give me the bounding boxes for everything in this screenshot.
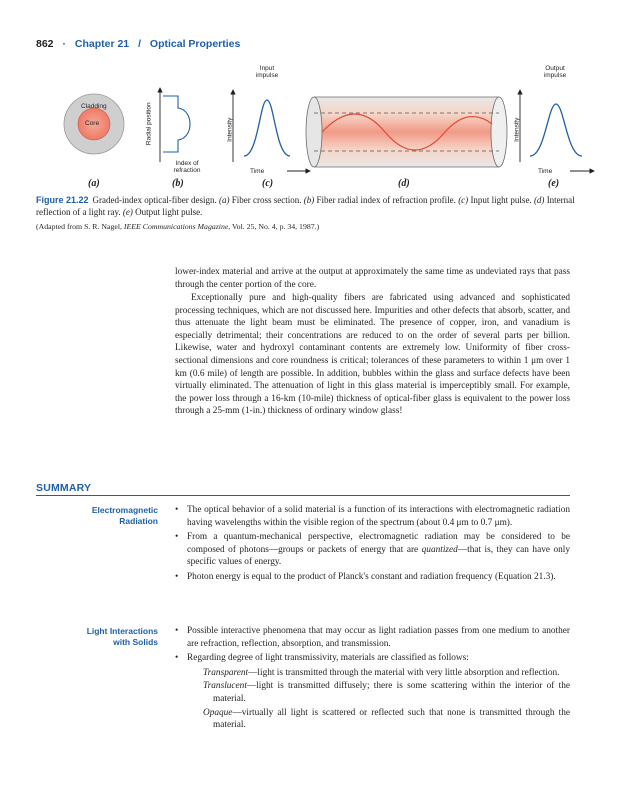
time-label-output: Time [538, 168, 553, 175]
bullet-dot: • [175, 532, 179, 543]
definition-term: Opaque [203, 707, 233, 718]
fiber-body [314, 97, 499, 167]
intensity-label-output: Intensity [513, 117, 521, 142]
output-pulse-curve [530, 104, 582, 156]
bullet-text: Photon energy is equal to the product of Planck's constant and radiation frequency (Equation 21.3). [187, 571, 556, 582]
bullet-dot: • [175, 505, 179, 515]
panel-c-label: (c) [262, 178, 274, 189]
figure-number: Figure 21.22 [36, 195, 89, 205]
definition-list [187, 667, 570, 732]
caption-ref: (e) [122, 207, 133, 218]
input-label-line1: Input [259, 65, 275, 72]
caption-text: Graded-index optical-fiber design. [92, 195, 219, 205]
header-separator: / [138, 38, 141, 50]
panel-a-label: (a) [88, 178, 100, 189]
bullet-dot: • [175, 571, 179, 582]
source-journal: IEEE Communications Magazine, [123, 222, 231, 231]
section-label: Optical Properties [149, 38, 241, 50]
input-pulse-curve [244, 100, 290, 156]
caption-text: Fiber radial index of refraction profile. [314, 195, 459, 205]
list-item [175, 504, 570, 529]
definition-term: Transparent [203, 667, 249, 678]
output-label-line1: Output [545, 65, 565, 72]
side-label-line: Radiation [119, 516, 158, 526]
bullet-dot: • [175, 653, 179, 664]
definition-text: —virtually all light is scattered or reflected such that none is transmitted through the material. [213, 707, 570, 731]
cladding-label: Cladding [81, 103, 107, 110]
panel-b-label: (b) [172, 178, 184, 189]
side-label-em-radiation [36, 505, 158, 527]
index-label-line1: Index of [175, 160, 199, 167]
caption-ref: (c) [458, 195, 469, 205]
body-paragraph-1: lower-index material and arrive at the output at approximately the same time as undeviated rays that pass through the center portion of the core. [175, 267, 570, 290]
bullet-list-light-interactions [175, 625, 570, 734]
bullet-dot: • [175, 626, 179, 636]
caption-text: Output light pulse. [132, 207, 203, 218]
bullet-text: The optical behavior of a solid material is a function of its interactions with electromagnetic radiation having wavelengths within the visible region of the spectrum (about 0.4 μm to 0.7 μm). [187, 505, 570, 528]
caption-text: Fiber cross section. [229, 195, 304, 205]
index-refraction-label [162, 160, 212, 175]
source-text: (Adapted from S. R. Nagel, [36, 222, 124, 231]
panel-d-label: (d) [398, 178, 410, 189]
bullet-text: From a quantum-mechanical perspective, electromagnetic radiation may be considered to be composed of photons—groups or packets of energy that are quantized—that is, they can have only specific values of energy. [187, 532, 570, 568]
definition-transparent [203, 667, 570, 680]
summary-heading: SUMMARY [36, 482, 92, 494]
list-item [175, 625, 570, 650]
definition-opaque [203, 707, 570, 732]
time-label-input: Time [250, 168, 265, 175]
caption-ref: (a) [218, 195, 230, 205]
definition-text: —light is transmitted diffusely; there is some scattering within the interior of the material. [213, 681, 570, 704]
fiber-end-left [306, 97, 322, 167]
summary-rule [36, 495, 570, 496]
input-label-line2: impulse [255, 72, 279, 80]
list-item [175, 531, 570, 569]
list-item [175, 571, 570, 584]
chapter-label: Chapter 21 [74, 38, 130, 50]
bullet-list-em-radiation [175, 504, 570, 586]
intensity-label-input: Intensity [226, 117, 234, 142]
core-label: Core [85, 120, 100, 127]
output-label-line2: impulse [543, 72, 567, 80]
header-dot: · [62, 38, 66, 50]
caption-ref: (d) [533, 195, 545, 205]
source-text: Vol. 25, No. 4, p. 34, 1987.) [230, 222, 320, 231]
fiber-end-right [491, 97, 507, 167]
caption-text: Input light pulse. [468, 195, 534, 205]
output-impulse-label [532, 65, 578, 80]
index-profile [160, 88, 190, 162]
caption-text: Internal reflection of a light ray. [36, 195, 575, 218]
input-pulse-plot [233, 90, 310, 171]
definition-translucent [203, 680, 570, 705]
index-curve [163, 96, 190, 152]
fiber-longitudinal [306, 97, 507, 167]
index-label-line2: refraction [173, 167, 201, 175]
side-label-light-interactions [36, 626, 158, 648]
caption-ref: (b) [303, 195, 315, 205]
body-paragraph-2: Exceptionally pure and high-quality fibers are fabricated using advanced and sophisticated processing techniques, which are not discussed here. Impurities and other defects that absorb, scatter, and thus attenuate the light beam must be eliminated. The presence of copper, iron, and vanadium is especially detrimental; their concentrations are reduced to on the order of several parts per billion. Likewise, water and hydroxyl contaminant contents are extremely low. Uniformity of fiber cross-sectional dimensions and core roundness is critical; tolerances of these parameters to within 1 μm over 1 km (0.6 mile) of length are possible. In addition, bubbles within the glass and surface defects have been virtually eliminated. The attenuation of light in this glass material is imperceptibly small. For example, the power loss through a 16-km (10-mile) thickness of optical-fiber glass is equivalent to the power loss through a 25-mm (1-in.) thickness of ordinary window glass! [175, 293, 570, 417]
definition-term: Translucent [203, 681, 247, 692]
bullet-text: Regarding degree of light transmissivity, materials are classified as follows: [187, 653, 469, 664]
figure-caption [36, 194, 576, 218]
list-item [175, 652, 570, 732]
side-label-line: with Solids [113, 637, 158, 647]
page-number: 862 [36, 38, 54, 50]
panel-e-label: (e) [548, 178, 560, 189]
radial-position-label: Radial position [145, 102, 153, 146]
figure-source [36, 222, 576, 231]
input-impulse-label [244, 65, 290, 80]
side-label-line: Light Interactions [86, 626, 158, 636]
side-label-line: Electromagnetic [91, 505, 158, 515]
bullet-text: Possible interactive phenomena that may occur as light radiation passes from one medium to another are refraction, reflection, absorption, and transmission. [187, 626, 570, 649]
output-pulse-plot [520, 90, 594, 171]
definition-text: —light is transmitted through the material with very little absorption and reflection. [248, 667, 560, 678]
